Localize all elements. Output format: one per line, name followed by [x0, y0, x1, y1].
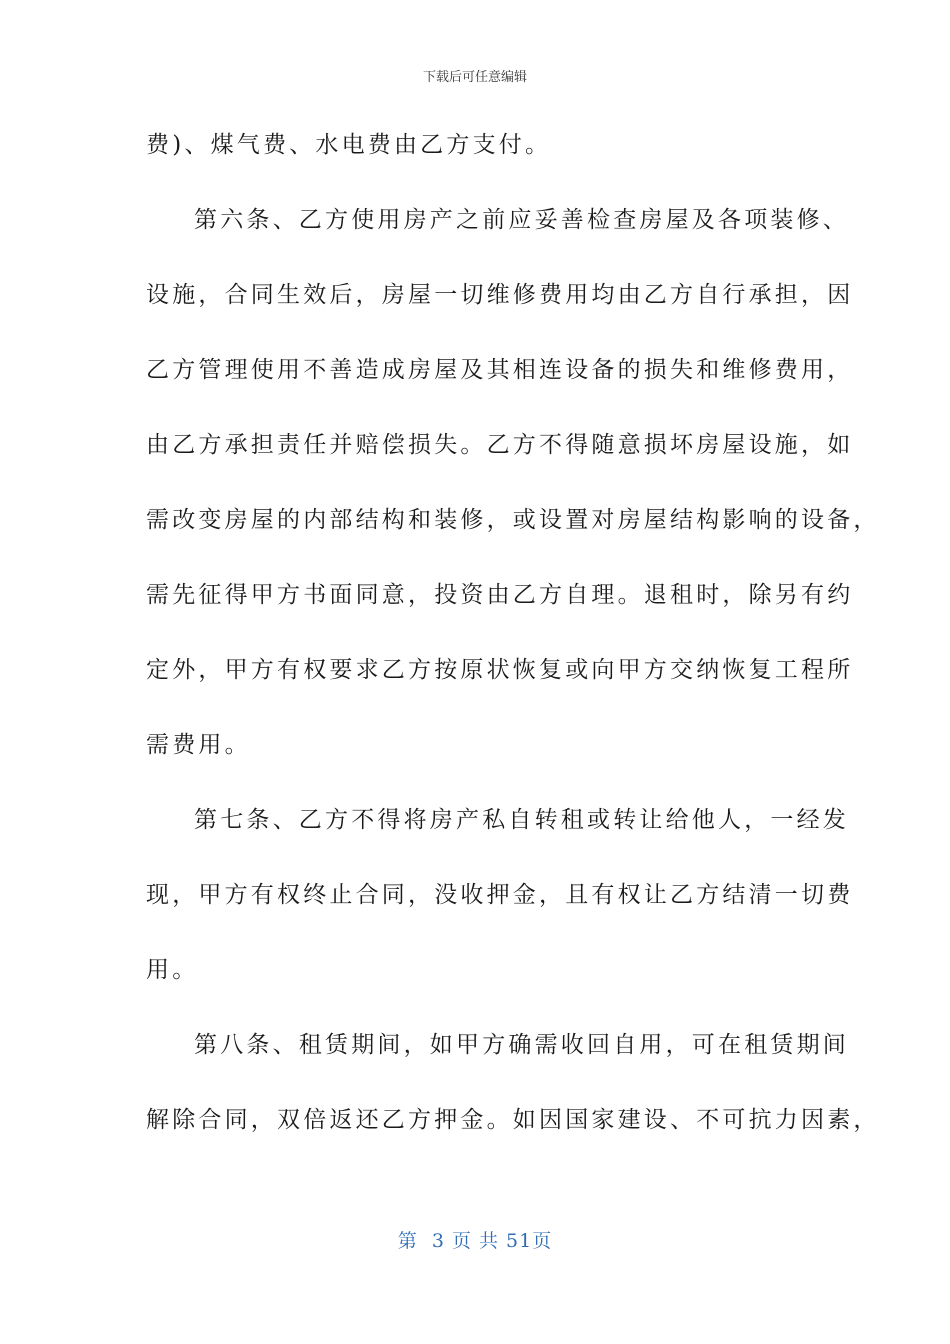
paragraph-line: 需先征得甲方书面同意，投资由乙方自理。退租时，除另有约: [146, 582, 854, 608]
paragraph-line: 由乙方承担责任并赔偿损失。乙方不得随意损坏房屋设施，如: [146, 432, 854, 458]
paragraph-line: 用。: [146, 957, 199, 983]
page-header: 下载后可任意编辑: [422, 70, 527, 85]
page-number-text: 第 3 页 共 51页: [397, 1230, 553, 1252]
paragraph-line: 第七条、乙方不得将房产私自转租或转让给他人，一经发: [194, 807, 849, 833]
paragraph-line: 需费用。: [146, 732, 251, 758]
paragraph-line: 设施，合同生效后，房屋一切维修费用均由乙方自行承担，因: [146, 282, 854, 308]
paragraph-line: 需改变房屋的内部结构和装修，或设置对房屋结构影响的设备，: [146, 507, 880, 533]
paragraph-line: 定外，甲方有权要求乙方按原状恢复或向甲方交纳恢复工程所: [146, 657, 854, 683]
page-number-footer: [0, 1226, 950, 1253]
paragraph-line: 现，甲方有权终止合同，没收押金，且有权让乙方结清一切费: [146, 882, 854, 908]
paragraph-line: 费)、煤气费、水电费由乙方支付。: [146, 132, 552, 158]
paragraph-line: 乙方管理使用不善造成房屋及其相连设备的损失和维修费用，: [146, 357, 854, 383]
paragraph-line: 第六条、乙方使用房产之前应妥善检查房屋及各项装修、: [194, 207, 849, 233]
document-body: [146, 123, 880, 1173]
paragraph-line: 第八条、租赁期间，如甲方确需收回自用，可在租赁期间: [194, 1032, 849, 1058]
paragraph-line: 解除合同，双倍返还乙方押金。如因国家建设、不可抗力因素，: [146, 1107, 880, 1133]
